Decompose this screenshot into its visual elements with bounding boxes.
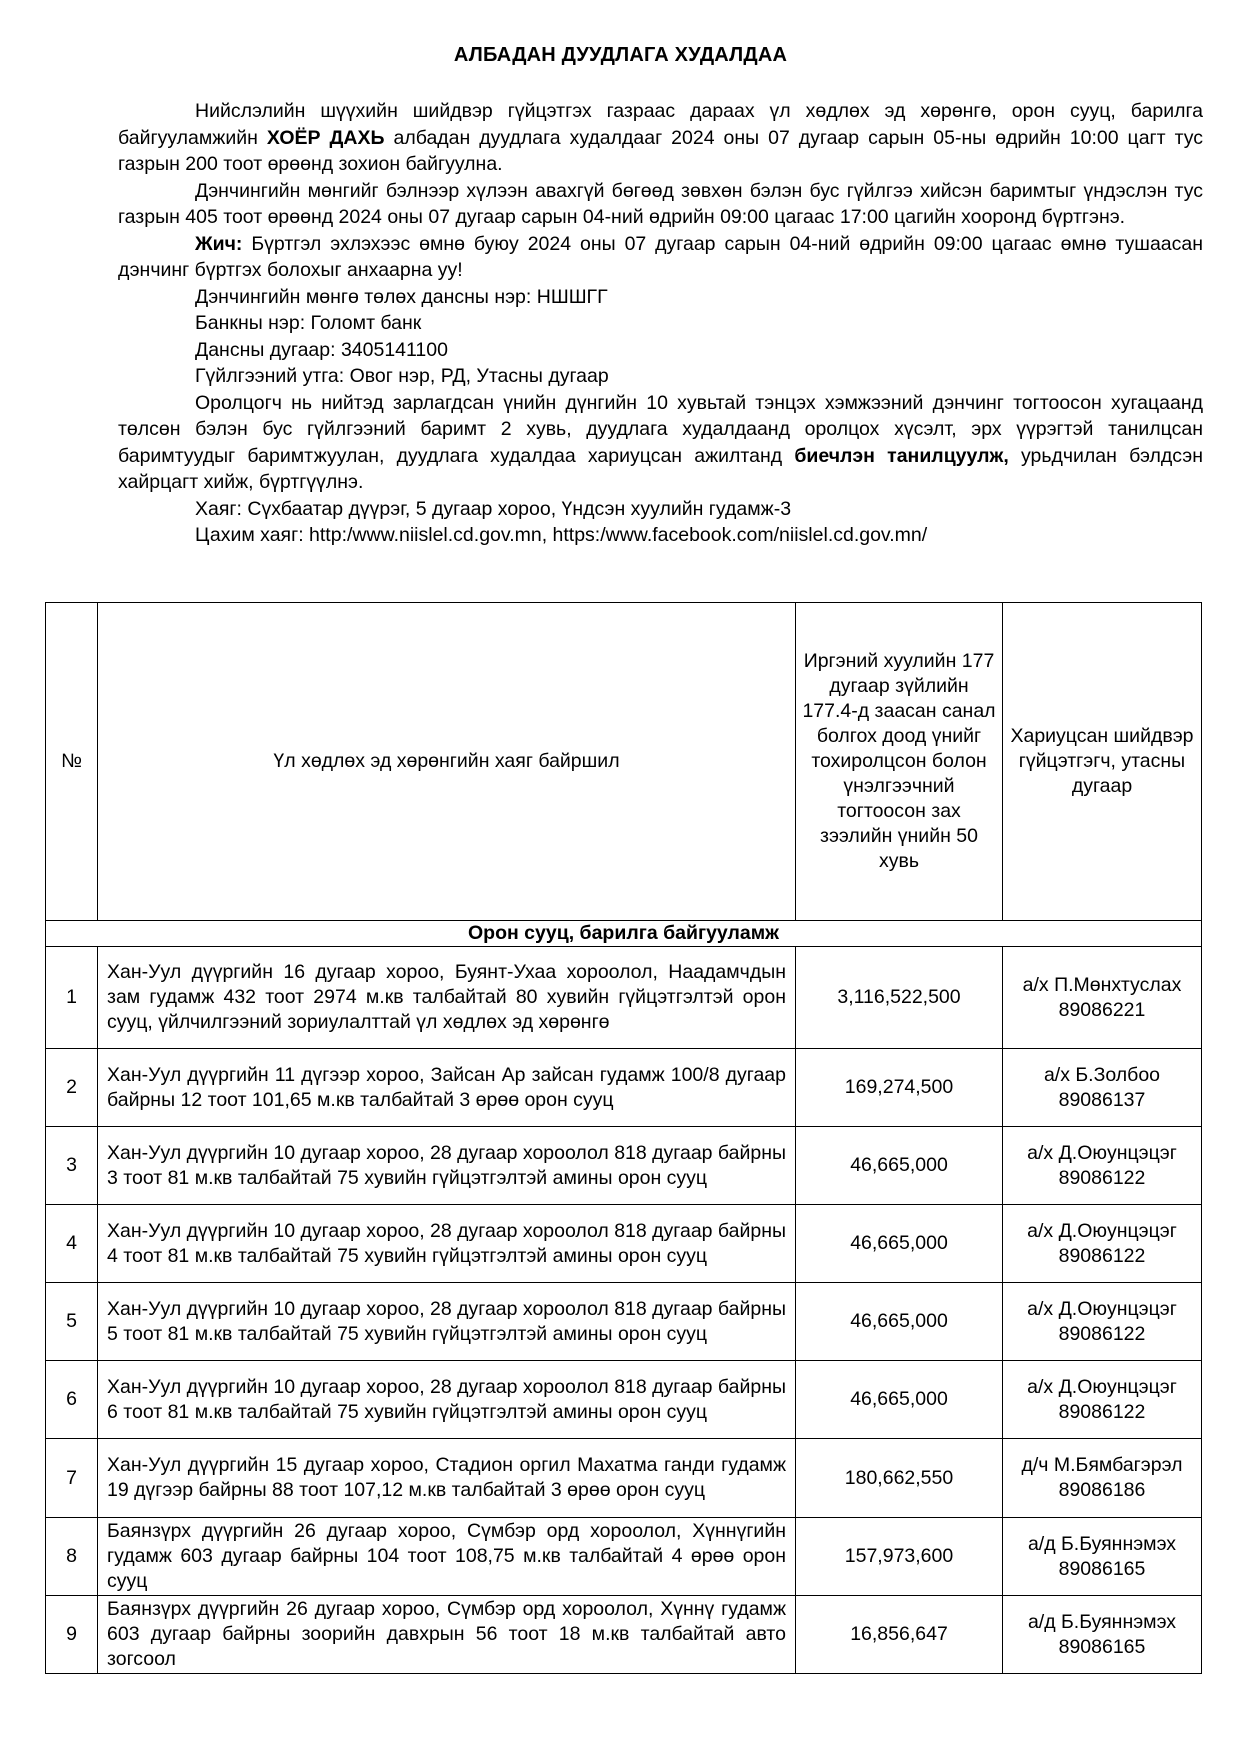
intro-p1-start: Нийслэлийн шүүхийн шийдвэр гүйцэтгэх газраас дараах үл хөдлөх эд хөрөнгө, орон сууц, барилга байгууламжийн	[118, 100, 1203, 149]
row-address: Баянзүрх дүүргийн 26 дугаар хороо, Сүмбэр орд хороолол, Хүннү гудамж 603 дугаар байрны зоорийн давхрын 56 тоот 18 м.кв талбайтай авто зогсоол	[98, 1596, 796, 1674]
row-responsible	[1003, 1283, 1202, 1361]
note-text: Бүртгэл эхлэхээс өмнө буюу 2024 оны 07 дугаар сарын 04-ний өдрийн 09:00 цагаас өмнө тушаасан дэнчинг бүртгэх болохыг анхаарна уу!	[118, 232, 1203, 281]
row-price: 180,662,550	[796, 1439, 1003, 1518]
property-table	[45, 602, 1202, 1674]
responsible-phone: 89086122	[1058, 1400, 1146, 1423]
table-row	[46, 1518, 1202, 1596]
web-address-line: Цахим хаяг: http:/www.niislel.cd.gov.mn, https:/www.facebook.com/niislel.cd.gov.mn/	[195, 524, 928, 546]
responsible-name: а/х П.Мөнхтуслах	[1022, 973, 1182, 996]
responsible-name: а/х Д.Оюунцэцэг	[1027, 1375, 1177, 1398]
intro-p3-start: Оролцогч нь нийтэд зарлагдсан үнийн дүнгийн 10 хувьтай тэнцэх хэмжээний дэнчинг тогтоосон хугацаанд төлсөн бэлэн бус гүйлгээний баримт 2 хувь, дуудлага худалдаанд оролцох хүсэлт, эрх үүрэгтэй танилцсан баримтуудыг баримтжуулан, дуудлага худалдаа хариуцсан ажилтанд	[118, 391, 1203, 467]
row-number: 4	[46, 1205, 98, 1283]
row-price: 46,665,000	[796, 1127, 1003, 1205]
row-responsible	[1003, 1518, 1202, 1596]
note-paragraph	[118, 231, 1203, 284]
header-price: Иргэний хуулийн 177 дугаар зүйлийн 177.4-д заасан санал болгох доод үнийг тохиролцсон болон үнэлгээчний тогтоосон зах зээлийн үнийн 50 хувь	[796, 603, 1003, 921]
header-number: №	[46, 603, 98, 921]
table-header-row	[46, 603, 1202, 921]
row-number: 8	[46, 1518, 98, 1596]
intro-paragraph-3	[118, 390, 1203, 496]
responsible-phone: 89086165	[1058, 1557, 1146, 1580]
table-row	[46, 1127, 1202, 1205]
responsible-name: а/х Д.Оюунцэцэг	[1027, 1141, 1177, 1164]
responsible-phone: 89086137	[1058, 1088, 1146, 1111]
responsible-name: а/д Б.Буяннэмэх	[1027, 1610, 1177, 1633]
responsible-name: а/д Б.Буяннэмэх	[1027, 1532, 1177, 1555]
responsible-phone: 89086122	[1058, 1244, 1146, 1267]
in-person-emphasis: биечлэн танилцуулж,	[794, 444, 1009, 467]
responsible-name: д/ч М.Бямбагэрэл	[1021, 1454, 1183, 1476]
row-address: Хан-Уул дүүргийн 11 дүгээр хороо, Зайсан Ар зайсан гудамж 100/8 дугаар байрны 12 тоот 101,65 м.кв талбайтай 3 өрөө орон сууц	[98, 1049, 796, 1127]
table-row	[46, 1361, 1202, 1439]
transaction-purpose-line: Гүйлгээний утга: Овог нэр, РД, Утасны дугаар	[195, 365, 609, 387]
responsible-phone: 89086165	[1058, 1635, 1146, 1658]
table-row	[46, 1439, 1202, 1518]
row-price: 46,665,000	[796, 1283, 1003, 1361]
table-row	[46, 1596, 1202, 1674]
row-number: 2	[46, 1049, 98, 1127]
row-address: Хан-Уул дүүргийн 10 дугаар хороо, 28 дугаар хороолол 818 дугаар байрны 4 тоот 81 м.кв талбайтай 75 хувийн гүйцэтгэлтэй амины орон сууц	[98, 1205, 796, 1283]
intro-text	[118, 98, 1203, 549]
header-responsible: Хариуцсан шийдвэр гүйцэтгэгч, утасны дугаар	[1003, 603, 1202, 921]
address-line: Хаяг: Сүхбаатар дүүрэг, 5 дугаар хороо, Үндсэн хуулийн гудамж-3	[195, 497, 792, 520]
row-responsible	[1003, 947, 1202, 1049]
row-number: 3	[46, 1127, 98, 1205]
row-address: Хан-Уул дүүргийн 10 дугаар хороо, 28 дугаар хороолол 818 дугаар байрны 5 тоот 81 м.кв талбайтай 75 хувийн гүйцэтгэлтэй амины орон сууц	[98, 1283, 796, 1361]
section-row	[46, 921, 1202, 947]
account-number-line: Дансны дугаар: 3405141100	[195, 338, 448, 361]
row-responsible	[1003, 1596, 1202, 1674]
row-number: 5	[46, 1283, 98, 1361]
row-responsible	[1003, 1361, 1202, 1439]
table-row	[46, 1283, 1202, 1361]
note-label: Жич:	[195, 232, 243, 255]
responsible-phone: 89086122	[1058, 1322, 1146, 1345]
row-responsible	[1003, 1439, 1202, 1518]
section-title: Орон сууц, барилга байгууламж	[46, 921, 1202, 947]
row-price: 3,116,522,500	[796, 947, 1003, 1049]
header-address: Үл хөдлөх эд хөрөнгийн хаяг байршил	[98, 603, 796, 921]
row-number: 9	[46, 1596, 98, 1674]
row-responsible	[1003, 1127, 1202, 1205]
account-name-line: Дэнчингийн мөнгө төлөх дансны нэр: НШШГГ	[195, 285, 608, 308]
responsible-phone: 89086122	[1058, 1166, 1146, 1189]
row-responsible	[1003, 1205, 1202, 1283]
bank-name-line: Банкны нэр: Голомт банк	[195, 312, 422, 334]
auction-round-emphasis: ХОЁР ДАХЬ	[266, 126, 385, 149]
intro-p1-end: албадан дуудлага худалдааг 2024 оны 07 дугаар сарын 05-ны өдрийн 10:00 цагт тус газрын 200 тоот өрөөнд зохион байгуулна.	[118, 126, 1203, 175]
row-responsible	[1003, 1049, 1202, 1127]
row-price: 46,665,000	[796, 1205, 1003, 1283]
intro-paragraph-2: Дэнчингийн мөнгийг бэлнээр хүлээн авахгүй бөгөөд зөвхөн бэлэн бус гүйлгээ хийсэн баримтыг үндэслэн тус газрын 405 тоот өрөөнд 2024 оны 07 дугаар сарын 04-ний өдрийн 09:00 цагаас 17:00 цагийн хооронд бүртгэнэ.	[118, 179, 1203, 228]
row-number: 1	[46, 947, 98, 1049]
page-title: АЛБАДАН ДУУДЛАГА ХУДАЛДАА	[453, 44, 788, 66]
table-row	[46, 1205, 1202, 1283]
row-number: 6	[46, 1361, 98, 1439]
row-number: 7	[46, 1439, 98, 1518]
responsible-name: а/х Д.Оюунцэцэг	[1027, 1297, 1177, 1320]
responsible-name: а/х Д.Оюунцэцэг	[1027, 1219, 1177, 1242]
responsible-phone: 89086186	[1058, 1479, 1146, 1501]
row-price: 157,973,600	[796, 1518, 1003, 1596]
row-price: 46,665,000	[796, 1361, 1003, 1439]
responsible-phone: 89086221	[1058, 998, 1146, 1021]
intro-p3-end: урьдчилан бэлдсэн хайрцагт хийж, бүртгүүлнэ.	[118, 444, 1203, 493]
intro-paragraph-1	[118, 98, 1203, 178]
responsible-name: а/х Б.Золбоо	[1043, 1063, 1161, 1086]
row-address: Хан-Уул дүүргийн 16 дугаар хороо, Буянт-Ухаа хороолол, Наадамчдын зам гудамж 432 тоот 2974 м.кв талбайтай 80 хувийн гүйцэтгэлтэй орон сууц, үйлчилгээний зориулалттай үл хөдлөх эд хөрөнгө	[98, 947, 796, 1049]
row-price: 16,856,647	[796, 1596, 1003, 1674]
table-row	[46, 1049, 1202, 1127]
row-address: Хан-Уул дүүргийн 10 дугаар хороо, 28 дугаар хороолол 818 дугаар байрны 6 тоот 81 м.кв талбайтай 75 хувийн гүйцэтгэлтэй амины орон сууц	[98, 1361, 796, 1439]
row-address: Баянзүрх дүүргийн 26 дугаар хороо, Сүмбэр орд хороолол, Хүннүгийн гудамж 603 дугаар байрны 104 тоот 108,75 м.кв талбайтай 4 өрөө орон сууц	[98, 1518, 796, 1596]
row-price: 169,274,500	[796, 1049, 1003, 1127]
table-row	[46, 947, 1202, 1049]
row-address: Хан-Уул дүүргийн 10 дугаар хороо, 28 дугаар хороолол 818 дугаар байрны 3 тоот 81 м.кв талбайтай 75 хувийн гүйцэтгэлтэй амины орон сууц	[98, 1127, 796, 1205]
row-address: Хан-Уул дүүргийн 15 дугаар хороо, Стадион оргил Махатма ганди гудамж 19 дүгээр байрны 88 тоот 107,12 м.кв талбайтай 3 өрөө орон сууц	[98, 1439, 796, 1518]
